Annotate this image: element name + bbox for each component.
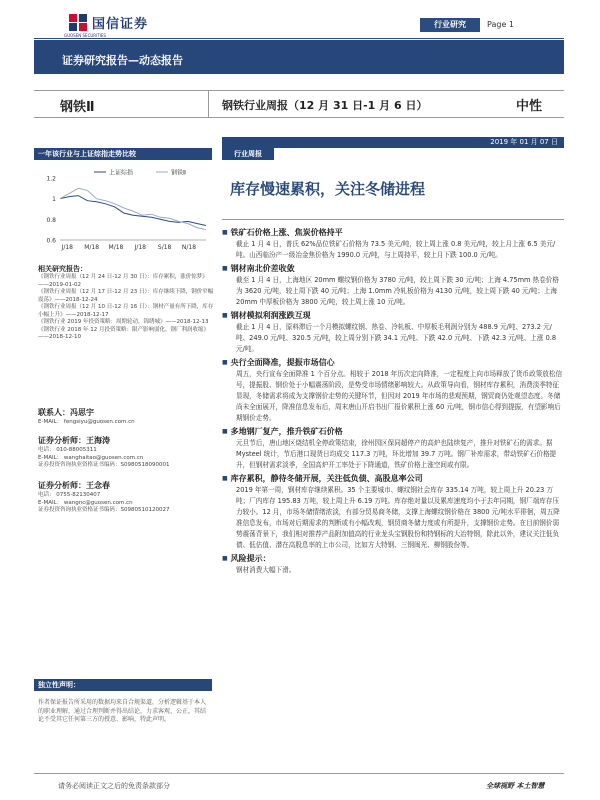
x-tick-label: N/18 <box>181 244 197 251</box>
contact-email: E-MAIL： fengsiyu@guosen.com.cn <box>38 419 135 425</box>
section-body: 元旦节后，唐山地区烧结机全停政策结束，徐州园区保同超停产的高炉也陆续复产，推升对铁矿石的需求。据 Mysteel 统计，节后港口现货日均成交 117.3 万吨，环比增加 39.7 万吨。钢厂补库需求，带动铁矿石价格提升，但钢材需求淡季，全国高炉开工率处于下降通道，铁矿价格上涨空间或有限。 <box>236 439 557 469</box>
analyst-email: E-MAIL： wangnc@guosen.com.cn <box>38 499 133 506</box>
section-body: 2019 年第一周，钢材库存继续累积。35 个主要城市、螺纹钢社会库存 335.14 万吨，较上周上升 20.23 万吨；厂内库存 195.83 万吨，较上周上升 6.19 万吨。库存绝对量以及累库速度均小于去年同期，钢厂端库存压力较小。12 月，市场冬储情绪浓淡，有部分贸易商冬储，支撑上海螺纹钢价格在 3800 元/吨水平徘徊，周五降准信息发布，市场对后期需求的判断或有小幅改观，钢贸商冬储力度或有所提升，支撑钢价走势。在目前钢价弱势震荡背景下，我们相对推荐产品附加值高的行业龙头宝钢股份和特钢标的大冶特钢，除此以外，建议关注低负债、低估值、潜在高股息率的上市公司，比如方大特钢、三钢闽光、柳钢股份等。 <box>236 486 560 549</box>
y-tick-label: 0.8 <box>46 216 56 224</box>
related-report-item: 《钢铁行业周报（12 月 10 日-12 月 16 日）：钢材产量有所下降，库存小幅上升》——2018-12-17 <box>38 304 214 318</box>
contact-block <box>38 400 214 427</box>
header-divider <box>34 38 564 39</box>
header-report-type-tag: 行业研究 <box>420 18 480 32</box>
section-title: ■ 钢材模拟利润涨跌互现 <box>222 309 564 322</box>
analyst-name: 王海涛 <box>86 436 110 445</box>
independence-statement-heading: 独立性声明： <box>34 679 212 691</box>
sidebar-chart-heading: 一年该行业与上证综指走势比较 <box>34 148 212 160</box>
legend-label: 上证综指 <box>109 169 134 177</box>
headline-divider <box>222 219 564 220</box>
analyst-license: 证券投资咨询执业资格证书编码：S0980518090001 <box>38 462 170 468</box>
company-logo-text: 国信证券 <box>92 17 149 32</box>
main-content <box>222 226 564 577</box>
contact-role: 联系人： <box>38 408 70 417</box>
section-title: ■ 铁矿石价格上涨、焦炭价格持平 <box>222 226 564 239</box>
y-tick-label: 0.6 <box>46 237 56 245</box>
x-tick-label: J/18 <box>134 244 147 251</box>
related-report-item: 《钢铁行业周报（12 月 17 日-12 月 23 日）：库存继续下降，钢价窄幅震荡》——2018-12-24 <box>38 289 214 303</box>
section-title: ■ 多地钢厂复产，推升铁矿石价格 <box>222 425 564 438</box>
footer-divider <box>34 773 564 774</box>
x-tick-label: M/18 <box>108 244 124 251</box>
related-report-item: 《钢铁行业 2018 年 12 月投资策略：限产影响弱化，钢厂利润收缩》——2018-12-10 <box>38 326 209 340</box>
analyst-name: 王念春 <box>86 481 110 490</box>
section-body: 截止 1 月 4 日，原料滞后一个月模拟螺纹钢、热卷、冷轧板、中厚板毛利润分别为 488.9 元/吨、273.2 元/吨、249.0 元/吨、320.5 元/吨，较上周分别下跌 34.1 元/吨、下跌 42.0 元/吨、下跌 42.3 元/吨、上涨 0.8 元/吨。 <box>236 323 557 353</box>
company-logo-icon <box>68 12 88 32</box>
related-report-item: 《钢铁行业 2019 年投资策略：周期轮动，锦绣城》——2018-12-13 <box>38 319 209 325</box>
series-line <box>60 196 206 226</box>
analyst-role: 证券分析师： <box>38 481 86 490</box>
section-title: ■ 库存累积，静待冬储开展，关注低负债、高股息率公司 <box>222 472 564 485</box>
company-logo-subtext: GUOSEN SECURITIES <box>64 33 106 38</box>
section-title: ■ 央行全面降准，提振市场信心 <box>222 356 564 369</box>
report-date: 2019 年 01 月 07 日 <box>222 137 564 148</box>
y-tick-label: 1.2 <box>46 175 56 183</box>
industry-rating: 中性 <box>516 99 543 114</box>
footer-disclaimer-note: 请务必阅读正文之后的免责条款部分 <box>58 782 170 790</box>
risk-title: ■ 风险提示： <box>222 552 564 565</box>
analyst-phone: 电话： 010-88005311 <box>38 447 97 453</box>
section-title: ■ 钢材南北价差收敛 <box>222 262 564 275</box>
section-body: 截至 1 月 4 日，上海地区 20mm 螺纹钢价格为 3780 元/吨，较上周下跌 30 元/吨；上海 4.75mm 热卷价格为 3620 元/吨，较上周下跌 40 元/吨；上海 1.0mm 冷轧板价格为 4130 元/吨，较上周下跌 40 元/吨；上海 20mm 中厚板价格为 3800 元/吨，较上周上涨 10 元/吨。 <box>236 276 559 306</box>
contact-name: 冯思宇 <box>70 408 94 417</box>
section-body: 周五，央行宣布全面降准 1 个百分点。相较于 2018 年历次定向降准，一定程度上向市场释放了货币政策放松信号，提振股、钢价处于小幅震荡阶段，是势受市场情绪影响较大。从政策导向看，钢材库存累积，消费淡季特征显现，冬储需求将成为支撑钢价走势的关键环节，但因对 2019 年市场的悲观预期，钢贸商仍处观望态度。冬储尚未全面展开，降准信息发布后，周末唐山开启书出厂报价累积上涨 60 元/吨，钢市信心得到提振，有望影响后期钢价走势。 <box>236 370 563 422</box>
series-line <box>60 188 206 229</box>
related-reports <box>38 264 214 342</box>
x-tick-label: S/18 <box>157 244 172 251</box>
banner-title: 证券研究报告—动态报告 <box>62 54 183 67</box>
report-title: 钢铁行业周报（12 月 31 日-1 月 6 日） <box>222 99 428 112</box>
footer-slogan: 全球视野 本土智慧 <box>486 782 545 790</box>
analyst-license: 证券投资咨询执业资格证书编码：S0980510120027 <box>38 507 170 513</box>
related-report-item: 《钢铁行业周报（12 月 24 日-12 月 30 日）：库存累积，涨价惊梦》——2019-01-02 <box>38 274 208 288</box>
industry-name: 钢铁Ⅱ <box>60 100 95 115</box>
analyst-block <box>38 428 214 470</box>
main-section-tag: 行业周报 <box>222 148 274 160</box>
independence-statement-text: 作者保证报告所采用的数据均来自合规渠道，分析逻辑基于本人的职业理解，通过合理判断并得出结论，力求客观、公正，其结论不受其它任何第三方的授意、影响，特此声明。 <box>38 699 207 723</box>
risk-body: 钢材消费大幅下滑。 <box>236 566 296 574</box>
x-tick-label: J/18 <box>61 244 74 251</box>
related-reports-title: 相关研究报告： <box>38 265 87 273</box>
x-tick-label: M/18 <box>84 244 100 251</box>
section-body: 截止 1 月 4 日，普氏 62%品位铁矿石价格为 73.5 美元/吨，较上周上涨 0.8 美元/吨，较上月上涨 6.5 美元/吨。山西临汾产一级冶金焦价格为 1990.0 元/吨，与上周持平，较上月下跌 100.0 元/吨。 <box>236 240 556 259</box>
title-bar-divider <box>208 91 209 117</box>
page-number: Page 1 <box>487 20 514 29</box>
main-headline: 库存慢速累积，关注冬储进程 <box>230 180 426 198</box>
analyst-phone: 电话： 0755-82130407 <box>38 492 101 498</box>
analyst-block <box>38 473 214 515</box>
analyst-email: E-MAIL： wanghaitao@guosen.com.cn <box>38 454 144 461</box>
legend-label: 钢铁Ⅱ <box>171 169 186 177</box>
performance-line-chart <box>34 164 214 258</box>
y-tick-label: 1 <box>52 196 56 204</box>
analyst-role: 证券分析师： <box>38 436 86 445</box>
